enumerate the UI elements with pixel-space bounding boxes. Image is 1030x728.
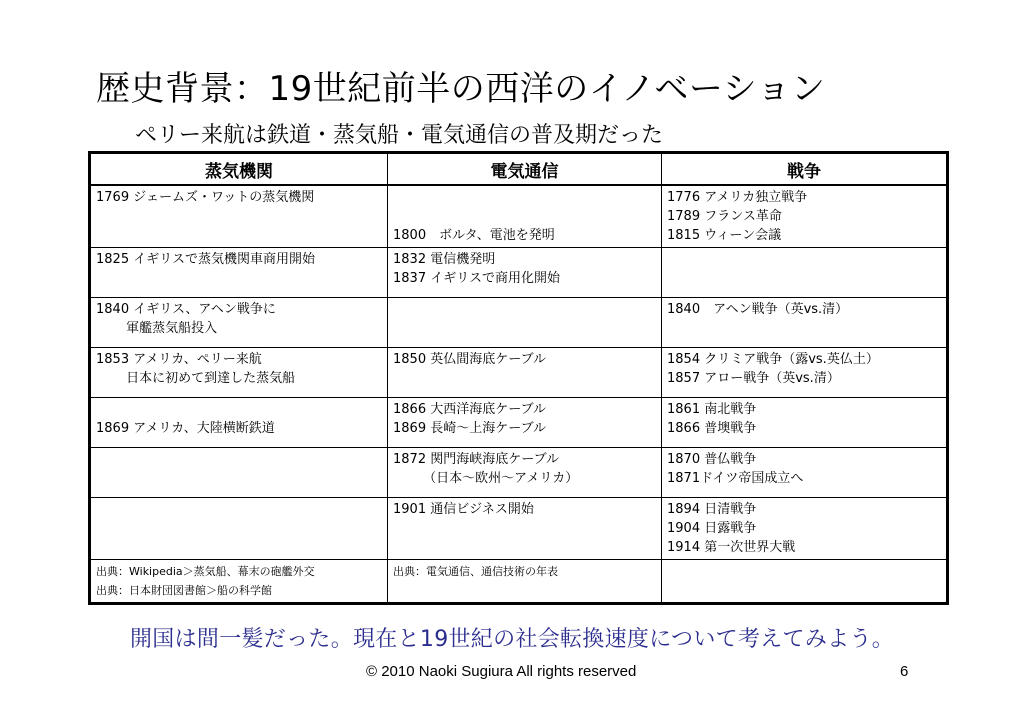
- cell-line: 1853 アメリカ、ペリー来航: [96, 352, 262, 367]
- slide-title: 歴史背景：19世紀前半の西洋のイノベーション: [96, 69, 826, 109]
- table-row: [90, 248, 948, 298]
- cell-line: 1789 フランス革命: [667, 209, 782, 224]
- table-row: [90, 348, 948, 398]
- history-table: [88, 151, 949, 605]
- table-cell-telecom: [388, 448, 662, 498]
- table-cell-steam: [90, 398, 388, 448]
- cell-line: [96, 400, 383, 419]
- table-header-row: [90, 153, 948, 186]
- table-cell-war: [662, 248, 948, 298]
- cell-line: 1857 アロー戦争（英vs.清）: [667, 371, 840, 386]
- table-cell-war: [662, 298, 948, 348]
- cell-line: 出典：電気通信、通信技術の年表: [393, 565, 558, 578]
- cell-line: 1769 ジェームズ・ワットの蒸気機関: [96, 190, 315, 205]
- table-cell-war: [662, 560, 948, 604]
- cell-line: 1815 ウィーン会議: [667, 228, 782, 243]
- table-cell-telecom: [388, 185, 662, 248]
- cell-line: [96, 500, 383, 519]
- header-telecom: 電気通信: [388, 153, 662, 186]
- cell-line: 1866 普墺戦争: [667, 421, 757, 436]
- slide-subtitle: ペリー来航は鉄道・蒸気船・電気通信の普及期だった: [135, 123, 664, 148]
- cell-line: 1832 電信機発明: [393, 252, 496, 267]
- cell-line: 1861 南北戦争: [667, 402, 757, 417]
- table-cell-telecom: [388, 298, 662, 348]
- cell-line: （日本～欧州～アメリカ）: [393, 471, 579, 486]
- table-cell-telecom: [388, 248, 662, 298]
- table-cell-telecom: [388, 560, 662, 604]
- cell-line: 1837 イギリスで商用化開始: [393, 271, 560, 286]
- cell-line: 1901 通信ビジネス開始: [393, 502, 534, 517]
- cell-line: 1825 イギリスで蒸気機関車商用開始: [96, 252, 315, 267]
- cell-line: 1869 アメリカ、大陸横断鉄道: [96, 421, 275, 436]
- cell-line: [96, 450, 383, 469]
- cell-line: 1904 日露戦争: [667, 521, 757, 536]
- cell-line: 1894 日清戦争: [667, 502, 757, 517]
- cell-line: 出典：日本財団図書館＞船の科学館: [96, 584, 272, 597]
- table-cell-war: [662, 498, 948, 560]
- cell-line: [667, 562, 942, 581]
- table-cell-telecom: [388, 348, 662, 398]
- table-row: [90, 498, 948, 560]
- table-cell-war: [662, 348, 948, 398]
- copyright: © 2010 Naoki Sugiura All rights reserved: [366, 663, 637, 680]
- cell-line: 1800 ボルタ、電池を発明: [393, 228, 555, 243]
- cell-line: 1854 クリミア戦争（露vs.英仏土）: [667, 352, 879, 367]
- table-cell-war: [662, 448, 948, 498]
- table-row: [90, 298, 948, 348]
- table-cell-steam: [90, 248, 388, 298]
- table-cell-steam: [90, 348, 388, 398]
- cell-line: 1840 アヘン戦争（英vs.清）: [667, 302, 849, 317]
- cell-line: 1914 第一次世界大戦: [667, 540, 796, 555]
- cell-line: [667, 250, 942, 269]
- table-cell-steam: [90, 498, 388, 560]
- cell-line: 1866 大西洋海底ケーブル: [393, 402, 547, 417]
- table-cell-war: [662, 398, 948, 448]
- table-cell-steam: [90, 448, 388, 498]
- cell-line: 日本に初めて到達した蒸気船: [96, 371, 296, 386]
- cell-line: [393, 300, 657, 319]
- table-cell-war: [662, 185, 948, 248]
- table-cell-telecom: [388, 498, 662, 560]
- table-row: [90, 560, 948, 604]
- cell-line: 出典：Wikipedia＞蒸気船、幕末の砲艦外交: [96, 565, 315, 578]
- cell-line: 1776 アメリカ独立戦争: [667, 190, 808, 205]
- table-cell-steam: [90, 185, 388, 248]
- table-row: [90, 185, 948, 248]
- closing-note: 開国は間一髪だった。現在と19世紀の社会転換速度について考えてみよう。: [130, 627, 895, 652]
- cell-line: 1872 関門海峡海底ケーブル: [393, 452, 560, 467]
- cell-line: [393, 207, 657, 226]
- page-number: 6: [900, 663, 909, 680]
- cell-line: 1871ドイツ帝国成立へ: [667, 471, 804, 486]
- cell-line: 1850 英仏間海底ケーブル: [393, 352, 547, 367]
- cell-line: 1840 イギリス、アヘン戦争に: [96, 302, 276, 317]
- table-row: [90, 448, 948, 498]
- cell-line: [393, 188, 657, 207]
- cell-line: 1869 長崎～上海ケーブル: [393, 421, 547, 436]
- cell-line: 軍艦蒸気船投入: [96, 321, 218, 336]
- header-steam-engine: 蒸気機関: [90, 153, 388, 186]
- table-cell-steam: [90, 298, 388, 348]
- table-row: [90, 398, 948, 448]
- table-body: [90, 185, 948, 604]
- header-war: 戦争: [662, 153, 948, 186]
- table-cell-steam: [90, 560, 388, 604]
- table-cell-telecom: [388, 398, 662, 448]
- cell-line: 1870 普仏戦争: [667, 452, 757, 467]
